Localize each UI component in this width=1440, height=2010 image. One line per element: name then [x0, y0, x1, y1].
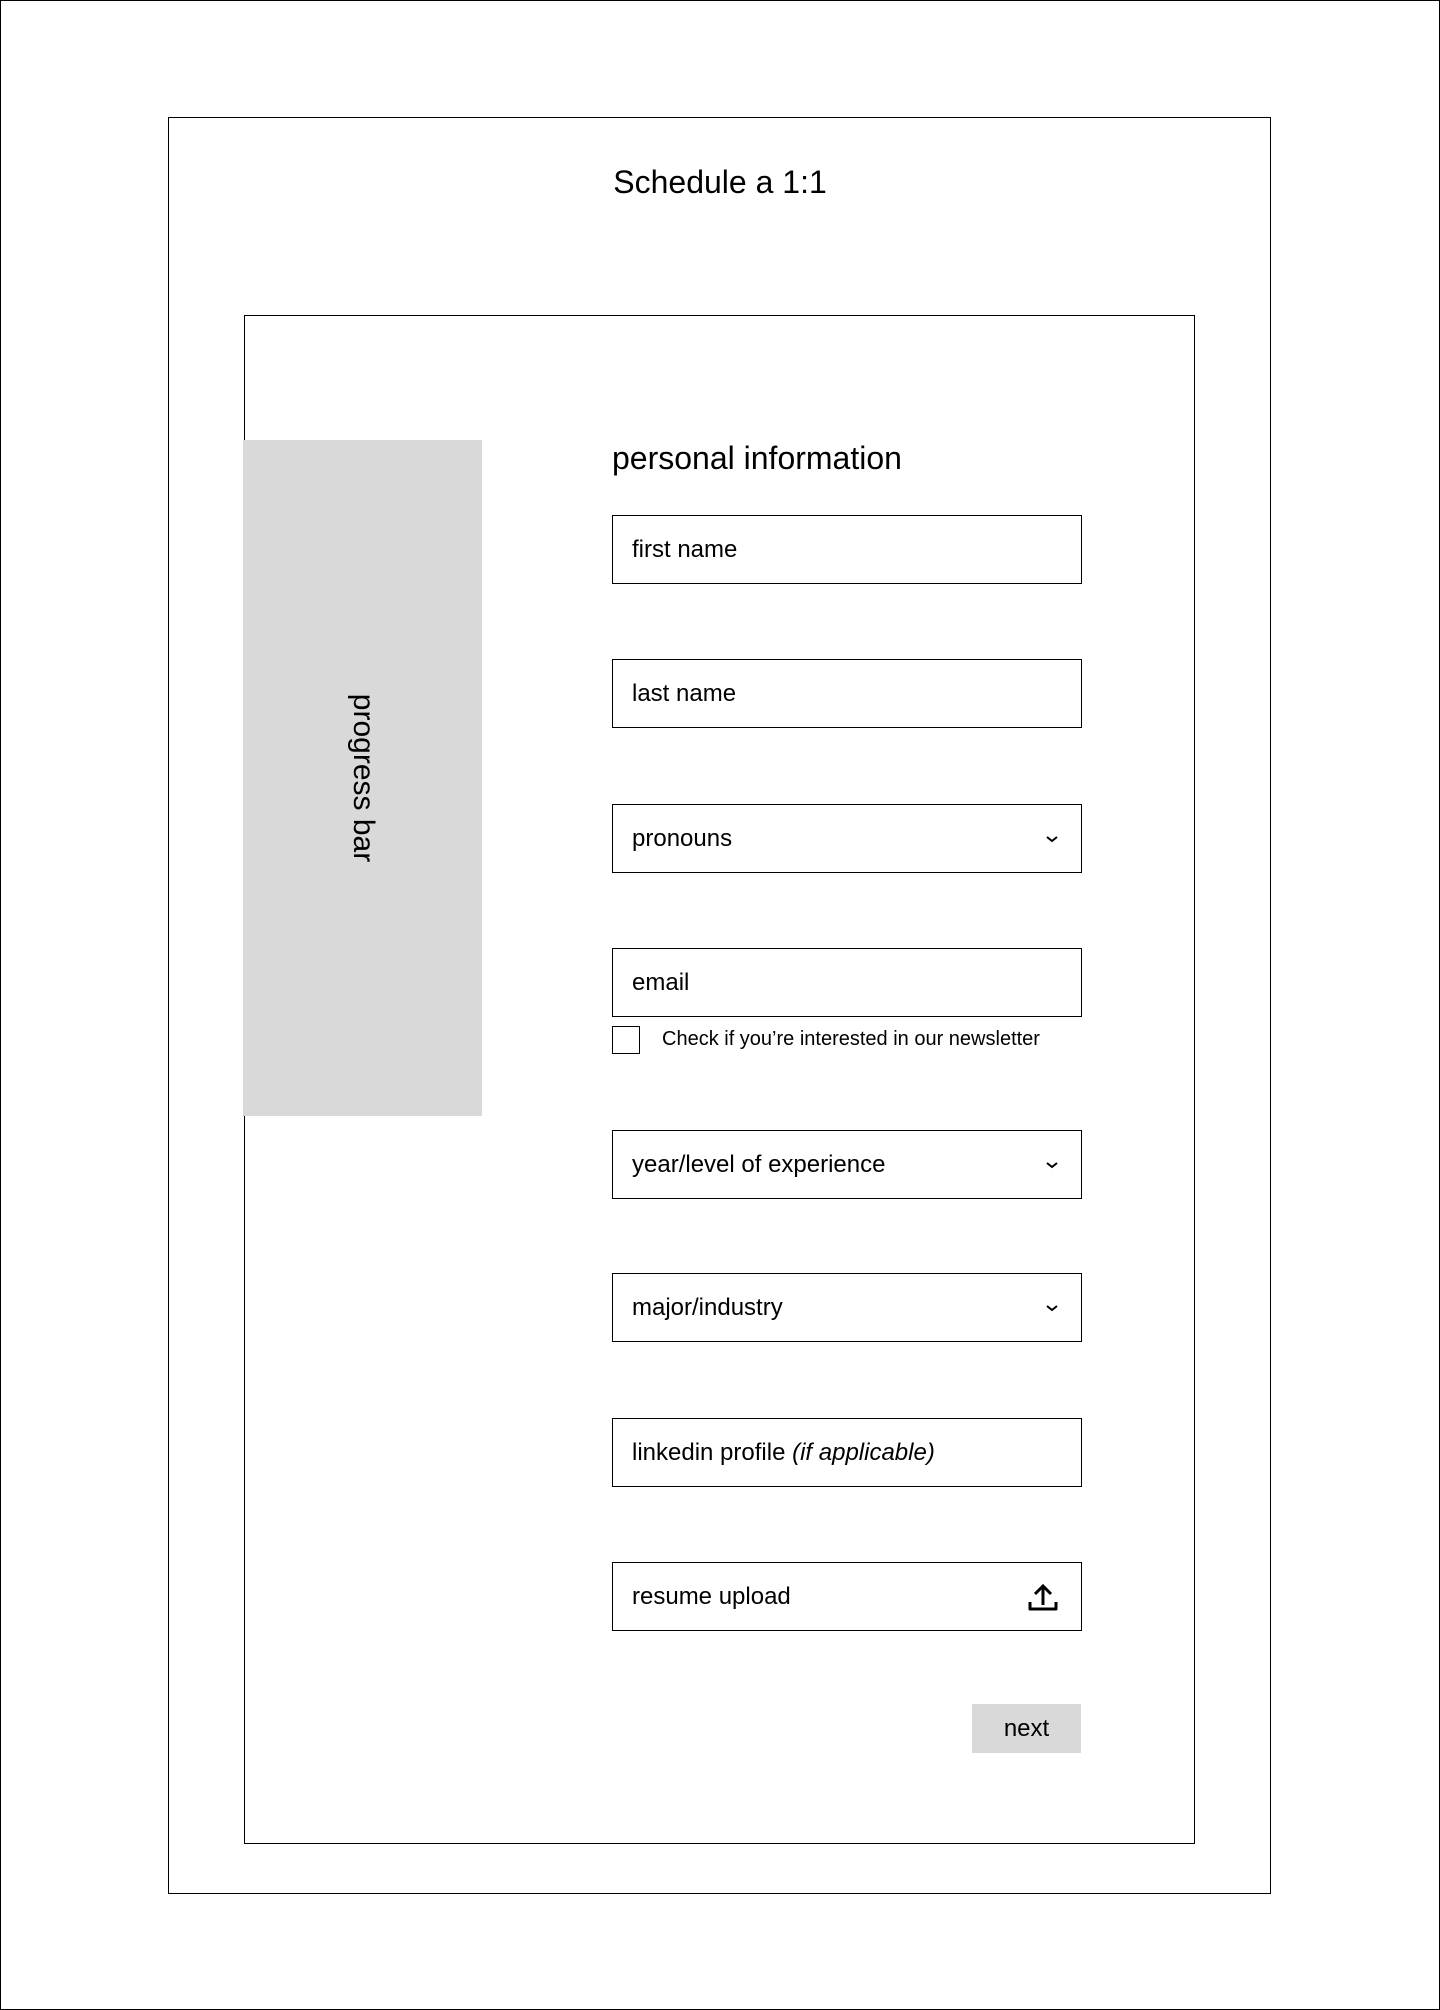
newsletter-label: Check if you’re interested in our newsletter	[662, 1028, 1040, 1050]
page-title: Schedule a 1:1	[613, 164, 827, 200]
major-placeholder: major/industry	[632, 1293, 783, 1321]
progress-bar	[243, 440, 482, 1116]
next-button[interactable]: next	[972, 1704, 1081, 1753]
linkedin-input[interactable]	[612, 1418, 1082, 1487]
progress-bar-label: progress bar	[346, 693, 380, 863]
experience-select[interactable]	[612, 1130, 1082, 1199]
last-name-placeholder: last name	[632, 679, 737, 707]
upload-icon[interactable]	[1027, 1581, 1059, 1613]
major-select[interactable]	[612, 1273, 1082, 1342]
last-name-input[interactable]	[612, 659, 1082, 728]
resume-placeholder: resume upload	[632, 1582, 791, 1610]
email-input[interactable]	[612, 948, 1082, 1017]
experience-placeholder: year/level of experience	[632, 1150, 886, 1178]
pronouns-select[interactable]	[612, 804, 1082, 873]
email-placeholder: email	[632, 968, 690, 996]
newsletter-checkbox[interactable]	[612, 1026, 640, 1054]
linkedin-placeholder: linkedin profile	[632, 1438, 786, 1466]
chevron-down-icon	[1045, 1303, 1059, 1313]
linkedin-note: (if applicable)	[792, 1438, 935, 1466]
resume-upload[interactable]	[612, 1562, 1082, 1631]
chevron-down-icon	[1045, 834, 1059, 844]
first-name-placeholder: first name	[632, 535, 738, 563]
chevron-down-icon	[1045, 1160, 1059, 1170]
section-heading: personal information	[612, 440, 902, 476]
pronouns-placeholder: pronouns	[632, 824, 733, 852]
first-name-input[interactable]	[612, 515, 1082, 584]
